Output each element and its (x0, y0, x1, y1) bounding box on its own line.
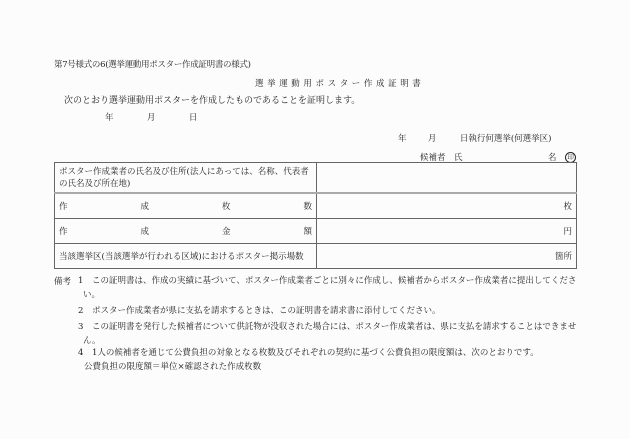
remark-item-1: 1 この証明書は、作成の実績に基づいて、ポスター作成業者ごとに別々に作成し、候補者からポスター作成業者に提出してくださ い。 (78, 276, 577, 300)
date-month-field[interactable]: 月 (146, 113, 156, 123)
remark-item-2: 2 ポスター作成業者が県に支払を請求するときは、この証明書を請求書に添付してください。 (78, 306, 441, 316)
form-identifier: 第7号様式の6(選挙運動用ポスター作成証明書の様式) (54, 60, 251, 70)
cost-limit-formula: 公費負担の限度額＝単位×確認された作成枚数 (84, 362, 262, 372)
contractor-field[interactable] (317, 163, 577, 194)
table-row-board-count (55, 244, 577, 269)
quantity-field[interactable] (317, 193, 577, 219)
remark-item-4: 4 1人の候補者を通じて公費負担の対象となる枚数及びそれぞれの契約に基づく公費負担の限度額は、次のとおりです。 (78, 348, 539, 358)
table-row-amount (55, 219, 577, 244)
amount-label: 作 成 金 額 (55, 219, 317, 244)
seal-stamp-icon: 印 (565, 152, 576, 163)
date-day-field[interactable]: 日 (188, 113, 198, 123)
election-info (398, 135, 551, 144)
quantity-label: 作 成 枚 数 (55, 193, 317, 219)
contractor-label: ポスター作成業者の氏名及び住所(法人にあっては、名称、代表者の氏名及び所在地) (55, 163, 317, 194)
amount-field[interactable] (317, 219, 577, 244)
board-count-field[interactable] (317, 244, 577, 269)
certification-statement: 次のとおり選挙運動用ポスターを作成したものであることを証明します。 (64, 96, 361, 106)
document-title: 選挙運動用ポスター作成証明書 (255, 79, 425, 89)
certificate-table (54, 162, 577, 269)
table-row-quantity (55, 193, 577, 219)
candidate-label: 候補者 氏 (420, 153, 463, 163)
election-year-field[interactable]: 年 (398, 134, 407, 144)
quantity-unit: 枚 (563, 202, 572, 212)
remarks-heading: 備考 (54, 277, 72, 287)
election-month-field[interactable]: 月 (427, 134, 437, 144)
table-row-contractor (55, 163, 577, 194)
issue-date (105, 114, 197, 123)
candidate-name-suffix: 名 (547, 153, 557, 163)
board-count-label: 当該選挙区(当該選挙が行われる区域)におけるポスター掲示場数 (55, 244, 317, 269)
election-name-field[interactable]: 日執行何選挙(何選挙区) (459, 134, 552, 144)
amount-unit: 円 (563, 227, 572, 237)
date-year-field[interactable]: 年 (105, 113, 114, 123)
remark-item-3: 3 この証明書を発行した候補者について供託物が没収された場合には、ポスター作成業者は、県に支払を請求することはできませ ん。 (78, 322, 577, 346)
board-count-unit: 箇所 (554, 252, 572, 262)
